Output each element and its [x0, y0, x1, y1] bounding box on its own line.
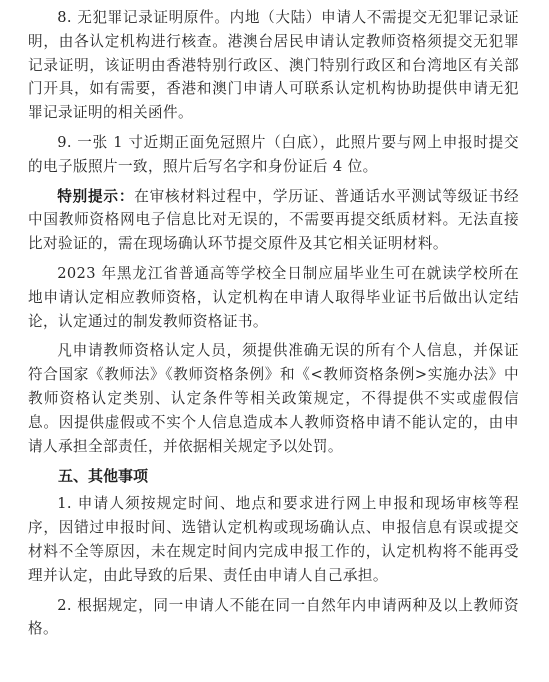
section-5-heading: 五、其他事项	[58, 467, 149, 486]
section-5-item-2: 2. 根据规定，同一申请人不能在同一自然年内申请两种及以上教师资格。	[28, 596, 519, 638]
special-notice-text: 在审核材料过程中，学历证、普通话水平测试等级证书经中国教师资格网电子信息比对无误的，不需要再提交纸质材料。无法直接比对验证的，需在现场确认环节提交原件及其它相关证明材料。	[28, 187, 519, 253]
special-notice	[28, 185, 519, 256]
accuracy-notice-paragraph: 凡申请教师资格认定人员，须提供准确无误的所有个人信息，并保证符合国家《教师法》《教师资格条例》和《<教师资格条例>实施办法》中教师资格认定类别、认定条件等相关政策规定，不得提供不实或虚假信息。因提供虚假或不实个人信息造成本人教师资格申请不能认定的，由申请人承担全部责任，并依据相关规定予以处罚。	[28, 342, 519, 455]
graduates-paragraph: 2023 年黑龙江省普通高等学校全日制应届毕业生可在就读学校所在地申请认定相应教师资格，认定机构在申请人取得毕业证书后做出认定结论，认定通过的制发教师资格证书。	[28, 264, 519, 330]
item-9-photo: 9. 一张 1 寸近期正面免冠照片（白底），此照片要与网上申报时提交的电子版照片一致，照片后写名字和身份证后 4 位。	[28, 133, 519, 175]
special-notice-label: 特别提示：	[57, 187, 135, 205]
item-8-criminal-record: 8. 无犯罪记录证明原件。内地（大陆）申请人不需提交无犯罪记录证明，由各认定机构进行核查。港澳台居民申请认定教师资格须提交无犯罪记录证明，该证明由香港特别行政区、澳门特别行政区和台湾地区有关部门开具，如有需要，香港和澳门申请人可联系认定机构协助提供申请无犯罪记录证明的相关函件。	[28, 9, 519, 122]
section-5-item-1: 1. 申请人须按规定时间、地点和要求进行网上申报和现场审核等程序，因错过申报时间、选错认定机构或现场确认点、申报信息有误或提交材料不全等原因，未在规定时间内完成申报工作的，认定机构将不能再受理并认定，由此导致的后果、责任由申请人自己承担。	[28, 495, 519, 584]
